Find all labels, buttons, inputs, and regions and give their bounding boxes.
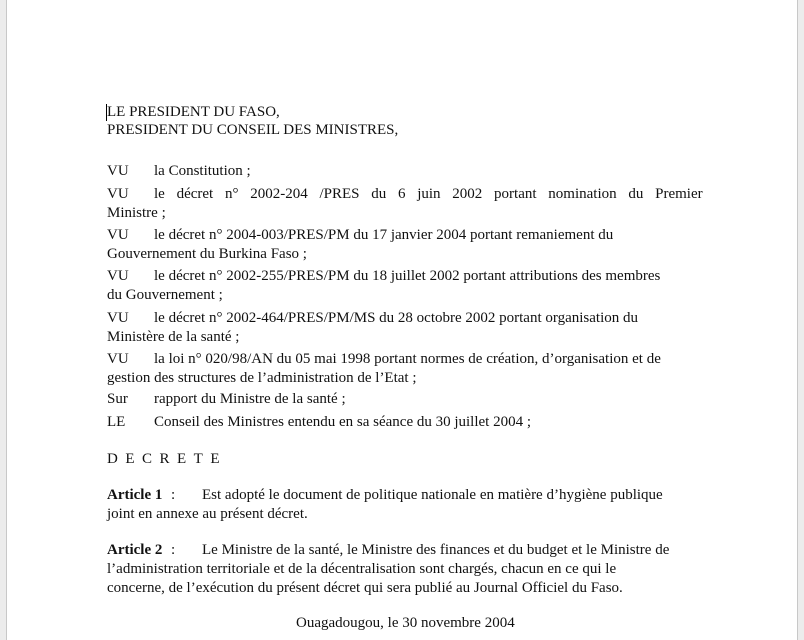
visa-text: la loi n° 020/98/AN du 05 mai 1998 portant normes de création, d’organisation et de bbox=[154, 351, 661, 367]
header-line-1: LE PRESIDENT DU FASO, bbox=[107, 104, 280, 120]
decrete-heading: DECRETE bbox=[107, 451, 227, 467]
article-separator: : bbox=[171, 542, 176, 558]
visa-text: le décret n° 2002-464/PRES/PM/MS du 28 octobre 2002 portant organisation du bbox=[154, 310, 639, 326]
article-separator: : bbox=[171, 487, 176, 503]
article-text: Est adopté le document de politique nationale en matière d’hygiène publique bbox=[202, 487, 663, 503]
visa-text: Ministre ; bbox=[107, 205, 166, 221]
visa-text: la Constitution ; bbox=[154, 163, 251, 179]
visa-prefix: Sur bbox=[107, 391, 128, 407]
visa-text: Ministère de la santé ; bbox=[107, 329, 240, 345]
article-text: l’administration territoriale et de la décentralisation sont chargés, chacun en ce qui le bbox=[107, 561, 617, 577]
visa-prefix: VU bbox=[107, 351, 129, 367]
visa-text: le décret n° 2004-003/PRES/PM du 17 janvier 2004 portant remaniement du bbox=[154, 227, 614, 243]
visa-text: le décret n° 2002-204 /PRES du 6 juin 2002 portant nomination du Premier bbox=[154, 186, 703, 202]
visa-prefix: VU bbox=[107, 310, 129, 326]
visa-text: Conseil des Ministres entendu en sa séance du 30 juillet 2004 ; bbox=[154, 414, 532, 430]
visa-prefix: VU bbox=[107, 186, 129, 202]
visa-text: Gouvernement du Burkina Faso ; bbox=[107, 246, 307, 262]
visa-prefix: LE bbox=[107, 414, 126, 430]
document-page[interactable] bbox=[6, 0, 798, 640]
article-text: Le Ministre de la santé, le Ministre des finances et du budget et le Ministre de bbox=[202, 542, 670, 558]
place-date: Ouagadougou, le 30 novembre 2004 bbox=[296, 615, 515, 631]
visa-text: rapport du Ministre de la santé ; bbox=[154, 391, 346, 407]
visa-prefix: VU bbox=[107, 227, 129, 243]
article-text: concerne, de l’exécution du présent décret qui sera publié au Journal Officiel du Faso. bbox=[107, 580, 623, 596]
article-label: Article 1 bbox=[107, 487, 163, 503]
visa-text: le décret n° 2002-255/PRES/PM du 18 juillet 2002 portant attributions des membres bbox=[154, 268, 661, 284]
article-text: joint en annexe au présent décret. bbox=[107, 506, 308, 522]
visa-text: gestion des structures de l’administration de l’Etat ; bbox=[107, 370, 417, 386]
visa-prefix: VU bbox=[107, 163, 129, 179]
visa-prefix: VU bbox=[107, 268, 129, 284]
article-label: Article 2 bbox=[107, 542, 163, 558]
header-line-2: PRESIDENT DU CONSEIL DES MINISTRES, bbox=[107, 122, 399, 138]
visa-text: du Gouvernement ; bbox=[107, 287, 223, 303]
